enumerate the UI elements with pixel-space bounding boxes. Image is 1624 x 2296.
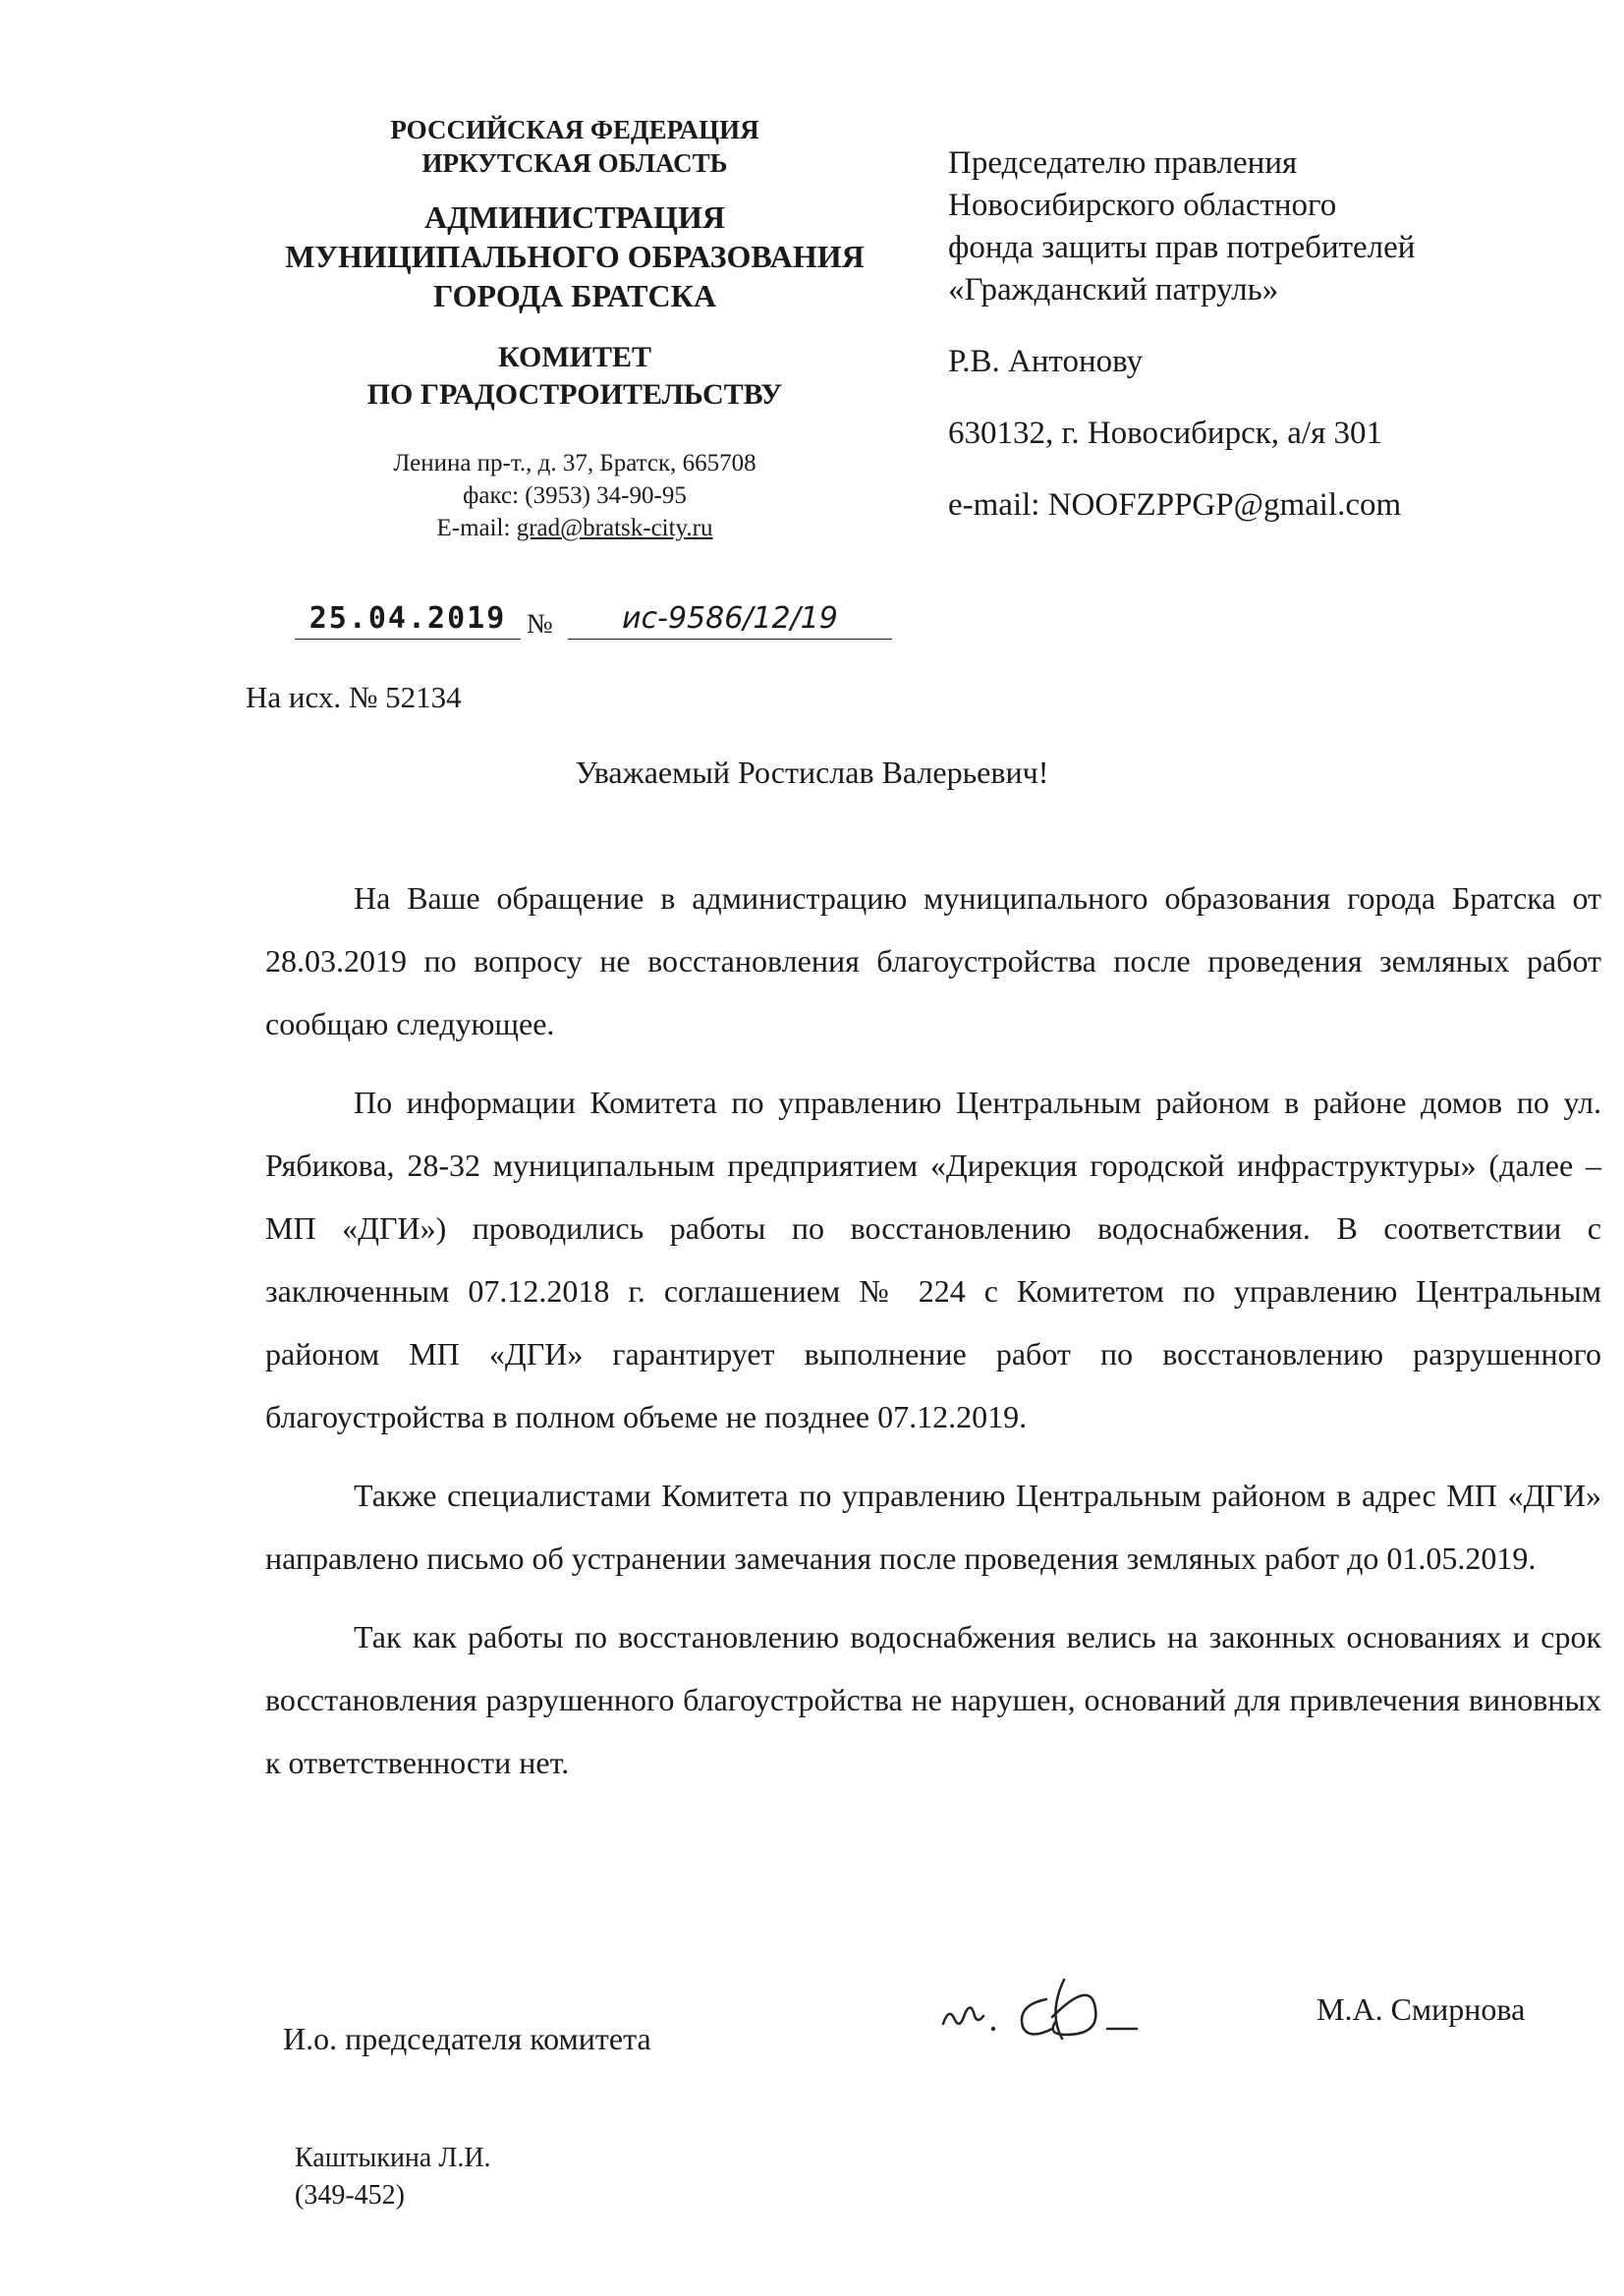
recipient-line-1: Председателю правления [948, 145, 1298, 181]
sender-region: ИРКУТСКАЯ ОБЛАСТЬ [421, 148, 728, 178]
recipient-name: Р.В. Антонову [948, 344, 1144, 379]
sender-email-line [251, 512, 899, 544]
sender-contacts [251, 447, 899, 544]
registration-date: 25.04.2019 [295, 599, 521, 640]
sender-email-link[interactable]: grad@bratsk-city.ru [516, 515, 713, 541]
executor-phone: (349-452) [295, 2180, 405, 2211]
body-paragraph-2: По информации Комитета по управлению Центральным районом в районе домов по ул. Рябикова, 28-32 муниципальным предприятием «Дирекция городской инфраструктуры» (далее – МП «ДГИ») проводились работы по восстановлению водоснабжения. В соответствии с заключенным 07.12.2018 г. соглашением № 224 с Комитетом по управлению Центральным районом МП «ДГИ» гарантирует выполнение работ по восстановлению разрушенного благоустройства в полном объеме не позднее 07.12.2019. [265, 1085, 1601, 1434]
committee-line-1: КОМИТЕТ [497, 341, 652, 373]
admin-line-2: МУНИЦИПАЛЬНОГО ОБРАЗОВАНИЯ [285, 239, 865, 274]
signatory-title: И.о. председателя комитета [283, 2021, 651, 2056]
registration-number-sign: № [527, 609, 553, 640]
signatory-name: М.А. Смирнова [1316, 1991, 1526, 2027]
registration-number: ис-9586/12/19 [568, 599, 892, 640]
handwritten-signature [938, 1970, 1213, 2068]
sender-address: Ленина пр-т., д. 37, Братск, 665708 [393, 450, 756, 476]
sender-header [251, 113, 899, 544]
executor-name: Каштыкина Л.И. [295, 2143, 491, 2173]
registration-line [295, 599, 904, 644]
admin-line-3: ГОРОДА БРАТСКА [433, 278, 716, 313]
body-paragraph-1: На Ваше обращение в администрацию муниципального образования города Братска от 28.03.2019 по вопросу не восстановления благоустройства после проведения земляных работ сообщаю следующее. [265, 880, 1601, 1041]
executor-block [295, 2140, 491, 2214]
committee-line-2: ПО ГРАДОСТРОИТЕЛЬСТВУ [366, 378, 783, 411]
recipient-line-3: фонда защиты прав потребителей [948, 230, 1416, 265]
salutation: Уважаемый Ростислав Валерьевич! [575, 755, 1049, 790]
body-paragraph-3: Также специалистами Комитета по управлению Центральным районом в адрес МП «ДГИ» направлено письмо об устранении замечания после проведения земляных работ до 01.05.2019. [265, 1478, 1601, 1576]
admin-line-1: АДМИНИСТРАЦИЯ [424, 199, 725, 235]
recipient-line-4: «Гражданский патруль» [948, 272, 1279, 308]
recipient-email: e-mail: NOOFZPPGP@gmail.com [948, 487, 1402, 523]
letter-body [265, 867, 1601, 1810]
sender-email-label: E-mail: [436, 515, 517, 541]
sender-country: РОССИЙСКАЯ ФЕДЕРАЦИЯ [390, 115, 759, 144]
sender-administration [251, 197, 899, 315]
body-paragraph-4: Так как работы по восстановлению водоснабжения велись на законных основаниях и срок восстановления разрушенного благоустройства не нарушен, оснований для привлечения виновных к ответственности нет. [265, 1619, 1601, 1780]
in-reply-reference: На исх. № 52134 [246, 680, 462, 714]
recipient-address: 630132, г. Новосибирск, а/я 301 [948, 416, 1383, 451]
sender-committee [251, 339, 899, 414]
recipient-block [948, 142, 1577, 527]
recipient-line-2: Новосибирского областного [948, 188, 1337, 223]
sender-fax: факс: (3953) 34-90-95 [463, 482, 687, 509]
